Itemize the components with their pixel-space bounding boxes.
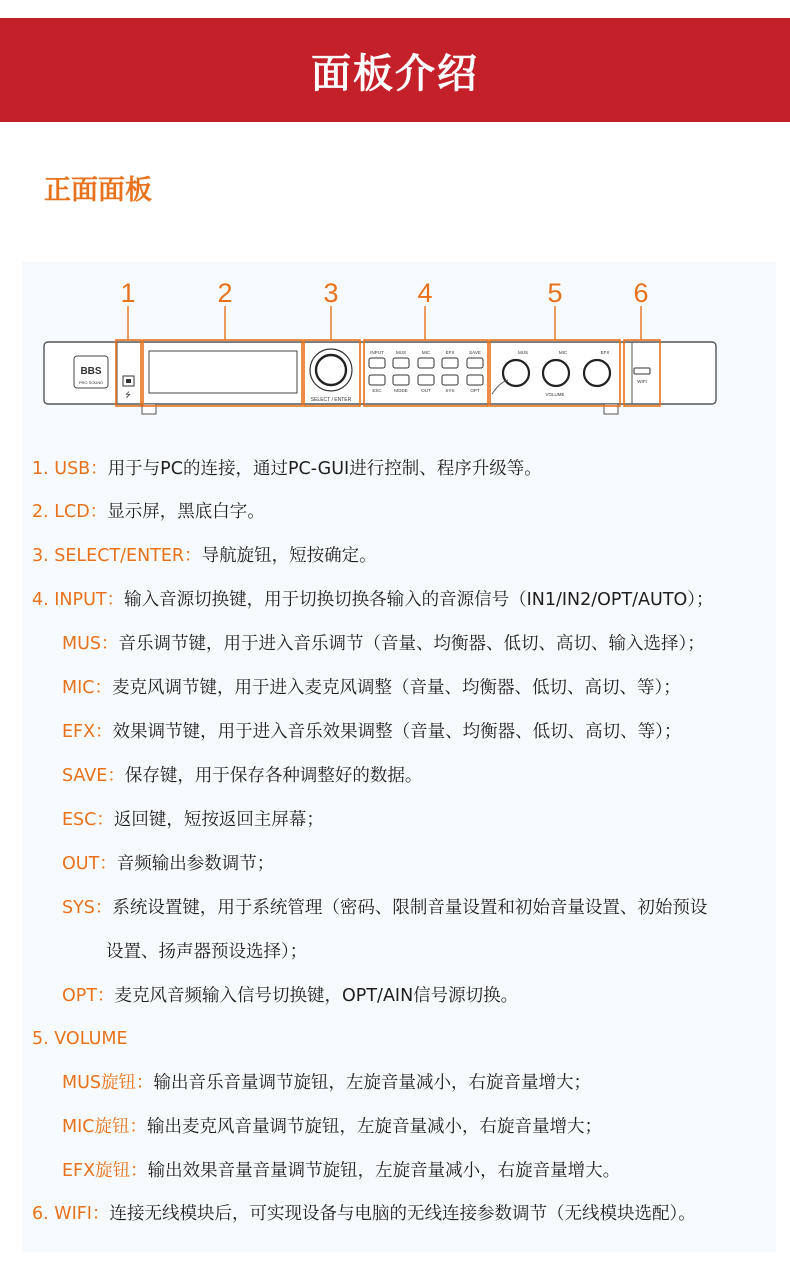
- list-item-continuation: 设置、扬声器预设选择）；: [106, 942, 308, 962]
- volume-label: VOLUME: [545, 392, 565, 397]
- knob-label-mus: MUS: [518, 350, 528, 355]
- logo-text: BBS: [80, 366, 102, 377]
- list-item: MIC：麦克风调节键，用于进入麦克风调整（音量、均衡器、低切、高切、等）；: [62, 678, 681, 698]
- sys-button[interactable]: [442, 375, 458, 385]
- list-item: EFX：效果调节键，用于进入音乐效果调整（音量、均衡器、低切、高切、等）；: [62, 722, 682, 742]
- callout-6: 6: [633, 278, 649, 308]
- mic-volume-knob[interactable]: [543, 360, 569, 386]
- list-item: MIC旋钮：输出麦克风音量调节旋钮，左旋音量减小，右旋音量增大；: [62, 1117, 602, 1137]
- wifi-label: WIFI: [637, 379, 647, 384]
- list-item: 2. LCD：显示屏，黑底白字。: [32, 502, 265, 522]
- list-item: SAVE：保存键，用于保存各种调整好的数据。: [62, 766, 423, 786]
- header-banner: [0, 18, 790, 122]
- mus-button[interactable]: [393, 358, 409, 368]
- knob-label-mic: MIC: [558, 350, 568, 355]
- list-item: 5. VOLUME: [32, 1029, 128, 1049]
- logo-subtext: PRO SOUND: [78, 380, 104, 385]
- btn-label-out: OUT: [421, 388, 431, 393]
- opt-button[interactable]: [467, 375, 483, 385]
- mode-button[interactable]: [393, 375, 409, 385]
- callout-4: 4: [417, 278, 433, 308]
- list-item: 6. WIFI：连接无线模块后，可实现设备与电脑的无线连接参数调节（无线模块选配）。: [32, 1204, 696, 1224]
- usb-icon: ⭍: [125, 391, 131, 399]
- list-item: OPT：麦克风音频输入信号切换键，OPT/AIN信号源切换。: [62, 986, 519, 1006]
- callout-2: 2: [217, 278, 233, 308]
- esc-button[interactable]: [369, 375, 385, 385]
- btn-label-save: SAVE: [469, 350, 481, 355]
- btn-label-mus: MUS: [396, 350, 406, 355]
- btn-label-efx: EFX: [445, 350, 455, 355]
- knob-label-efx: EFX: [600, 350, 610, 355]
- btn-label-esc: ESC: [372, 388, 382, 393]
- efx-button[interactable]: [442, 358, 458, 368]
- list-item: 4. INPUT：输入音源切换键，用于切换切换各输入的音源信号（IN1/IN2/OPT/AUTO）；: [32, 590, 714, 610]
- out-button[interactable]: [418, 375, 434, 385]
- efx-volume-knob[interactable]: [584, 360, 610, 386]
- btn-label-sys: SYS: [445, 388, 455, 393]
- btn-label-input: INPUT: [370, 350, 384, 355]
- list-item: SYS：系统设置键，用于系统管理（密码、限制音量设置和初始音量设置、初始预设: [62, 898, 708, 918]
- input-button[interactable]: [369, 358, 385, 368]
- list-item: ESC：返回键，短按返回主屏幕；: [62, 810, 324, 830]
- list-item: OUT：音频输出参数调节；: [62, 854, 275, 874]
- page-title: 面板介绍: [311, 50, 479, 97]
- callout-1: 1: [120, 278, 136, 308]
- front-panel-diagram: [22, 262, 776, 422]
- callout-3: 3: [323, 278, 339, 308]
- callout-5: 5: [547, 278, 563, 308]
- select-enter-label: SELECT / ENTER: [310, 397, 352, 403]
- list-item: 1. USB：用于与PC的连接，通过PC-GUI进行控制、程序升级等。: [32, 459, 542, 479]
- mic-button[interactable]: [418, 358, 434, 368]
- mus-volume-knob[interactable]: [503, 360, 529, 386]
- list-item: MUS：音乐调节键，用于进入音乐调节（音量、均衡器、低切、高切、输入选择）；: [62, 634, 705, 654]
- btn-label-mic: MIC: [421, 350, 431, 355]
- section-title: 正面面板: [44, 175, 152, 206]
- btn-label-mode: MODE: [394, 388, 408, 393]
- list-item: 3. SELECT/ENTER：导航旋钮，短按确定。: [32, 546, 377, 566]
- save-button[interactable]: [467, 358, 483, 368]
- list-item: MUS旋钮：输出音乐音量调节旋钮，左旋音量减小，右旋音量增大；: [62, 1073, 592, 1093]
- list-item: EFX旋钮：输出效果音量音量调节旋钮，左旋音量减小，右旋音量增大。: [62, 1161, 621, 1181]
- btn-label-opt: OPT: [470, 388, 480, 393]
- brand-logo: [74, 356, 108, 388]
